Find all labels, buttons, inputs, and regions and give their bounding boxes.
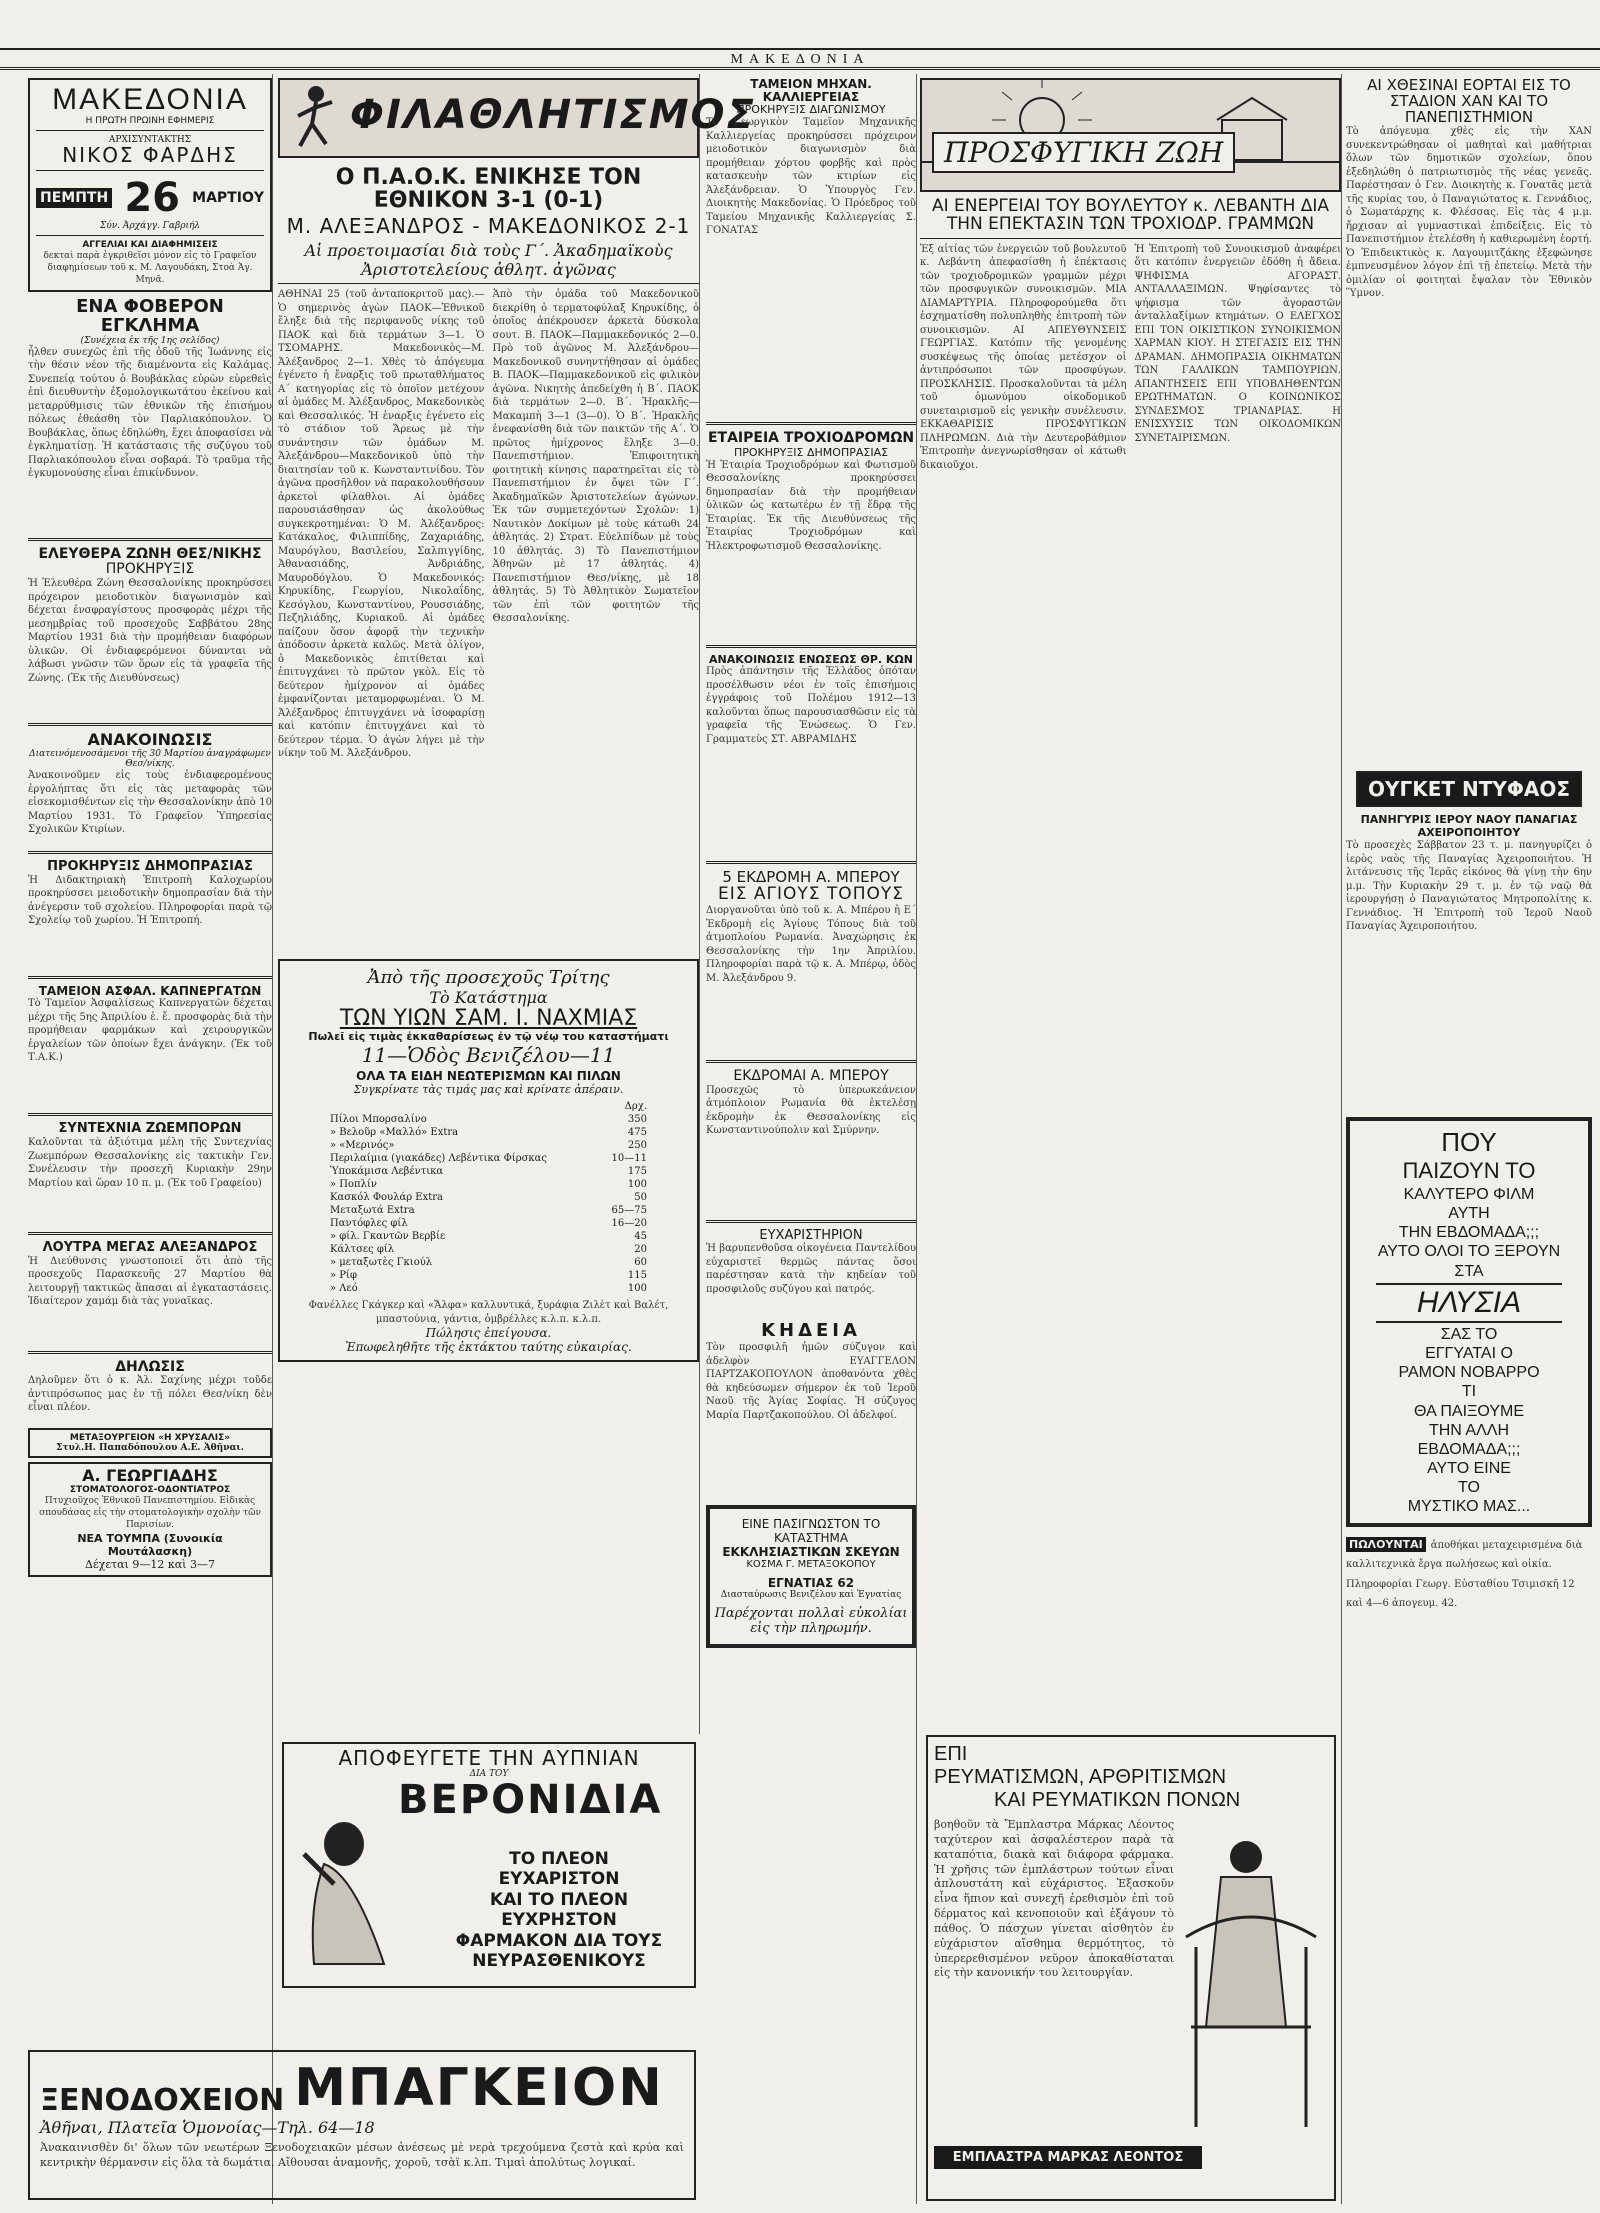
crime-sub: (Συνέχεια ἐκ τῆς 1ης σελίδος) [80,335,220,346]
item-price: 60 [634,1257,647,1269]
nachmias-extra: Φανέλλες Γκάγκερ καὶ «Ἄλφα» καλλυντικά, ξυράφια Ζιλὲτ καὶ Βαλέτ, μπαστούνια, γάντια, ὀμβρέλλες κ.λ.π. κ.λ.π. [308,1300,669,1325]
church-goods-ad [706,1505,916,1648]
cinema-line: ΚΑΛΥΤΕΡΟ ΦΙΛΜ [1403,1185,1535,1203]
free-zone-article [28,577,272,717]
divider [28,851,272,854]
excursion-article [706,904,916,1054]
cinema-line: ΘΑ ΠΑΙΞΟΥΜΕ [1413,1402,1525,1420]
plaster-l1: ΕΠΙ [934,1743,968,1765]
nachmias-intro: Ἀπὸ τῆς προσεχοῦς Τρίτης [367,967,610,989]
auction-headline: ΠΡΟΚΗΡΥΞΙΣ ΔΗΜΟΠΡΑΣΙΑΣ [47,859,253,875]
tobacco-fund-article [28,997,272,1107]
cinema-line: ΤΗΝ ΑΛΛΗ [1428,1421,1510,1439]
auction-text: Ἡ Διδακτηριακὴ Ἐπιτροπὴ Καλοχωρίου προκηρύσσει μειοδοτικὴν δημοπρασίαν διὰ τὴν ἀνέγερσιν τοῦ σχολείου. Πληροφορίαι παρὰ τῷ Σχολείῳ τοῦ χωρίου. Ἡ Ἐπιτροπή. [28,874,272,927]
for-sale-text: ἀποθήκαι μεταχειρισμένα διὰ καλλιτεχνικὰ ἔργα πωλήσεως καὶ οἰκία. Πληροφορίαι Γεωργ. Εὐσταθίου Τσιμισκῆ 12 καὶ 4—6 ἀπογευμ. 42. [1346,1539,1583,1610]
issue-date [36,175,264,221]
guild-article [28,1136,272,1226]
excursions-headline: ΕΚΔΡΟΜΑΙ Α. ΜΠΕΡΟΥ [733,1068,889,1085]
divider [706,861,916,864]
item-name: » Βελοῦρ «Μαλλό» Extra [330,1127,459,1139]
divider [278,283,699,284]
funeral-headline: ΚΗΔΕΙΑ [761,1320,861,1342]
item-name: Μεταξωτά Extra [330,1205,415,1217]
divider [706,422,916,425]
divider [28,976,272,979]
price-row [330,1139,647,1152]
slogan-line: ΚΑΙ ΤΟ ΠΛΕΟΝ [489,1889,629,1910]
column-3 [706,74,917,2204]
price-list [330,1100,647,1295]
column-1 [28,74,273,2204]
item-name: Πίλοι Μπορσαλίνο [330,1114,427,1126]
item-name: » φίλ. Γκαντῶν Βερβίε [330,1231,446,1243]
item-name: » Λεό [330,1283,358,1295]
item-name: Παντόφλες φίλ [330,1218,408,1230]
games-headline: Αἱ προετοιμασίαι διὰ τοὺς Γ΄. Ἀκαδημαϊκοὺς Ἀριστοτελείους ἀθλητ. ἀγῶνας [304,241,673,280]
nachmias-compare: Συγκρίνατε τὰς τιμάς μας καὶ κρίνατε ἀπέραιν. [353,1083,624,1097]
cinema-line: ΤΟ [1458,1479,1480,1497]
union-headline: ΑΝΑΚΟΙΝΩΣΙΣ ΕΝΩΣΕΩΣ ΘΡ. ΚΩΝ [708,652,913,666]
silk-factory-ad [28,1428,272,1458]
column-5 [1346,74,1592,2204]
cinema-ad [1346,1117,1592,1526]
silk-ad-bottom: Στυλ.Η. Παπαδόπουλου Α.Ε. Ἀθῆναι. [56,1443,244,1454]
runner-illustration-icon [286,82,346,152]
price-row [330,1191,647,1204]
sports-text-right: Ἀπὸ τὴν ὁμάδα τοῦ Μακεδονικοῦ διεκρίθη ὁ τερματοφύλαξ Κηρυκίδης, ὁ ὁποῖος ἀπέκρουσεν ἀρκετὰ δύσκολα σουτ. Β. ΠΑΟΚ—Παμμακεδονικός 2—0. Πρὸ τοῦ ἀγῶνος Μ. Ἀλεξάνδρου—Μακεδονικοῦ συνηντήθησαν αἱ ὁμάδες Β. ΠΑΟΚ—Παμμακεδονικοῦ εἰς φιλικὸν ἀγῶνα. Νικητὴς ἀπεδείχθη ἡ Β΄. ΠΑΟΚ διὰ τερμάτων 2—0. Β΄. Ἡρακλῆς—Μακαμπὴ 3—1 (3—0). Ὁ Β΄. Ἡρακλῆς ἐνεφανίσθη διὰ τῶν παικτῶν τῆς Α΄. Ὁ πρῶτος ἡμίχρονος ἔληξε 3—0. Πανεπιστήμιον. Ἐπιφοιτητικὴ φοιτητικὴ κίνησις παρατηρεῖται εἰς τὸ Πανεπιστήμιον ἐν ὄψει τῶν Γ΄. Ἀκαδημαϊκῶν Ἀριστοτελείων ἀγώνων. Ἐκ τῶν συμμετεχόντων Σχολῶν: 1) Ναυτικὸν Δοκίμων μὲ τοὺς κάτωθι 24 ἀθλητάς. 2) Στρατ. Εὐελπίδων μὲ τοὺς 10 ἀθλητάς. 3) Τὸ Πανεπιστήμιον Ἀθηνῶν μὲ 17 ἀθλητάς. 4) Πανεπιστήμιον Θεσ/νίκης, μὲ 18 ἀθλητάς. 5) Τὸ Ἀθλητικὸν Σωματεῖον τῶν ἐπὶ τῶν φοιτητῶν τῆς Θεσσαλονίκης. [492,289,699,625]
editor-name: ΝΙΚΟΣ ΦΑΡΔΗΣ [62,142,238,167]
cinema-line: ΑΥΤΟ ΕΙΝΕ [1427,1460,1511,1478]
refugee-text-right: Ἡ Ἐπιτροπὴ τοῦ Συνοικισμοῦ ἀναφέρει ὅτι κατόπιν ἐνεργειῶν ἐδόθη ἡ ἄδεια. ΨΗΦΙΣΜΑ ΑΓΟΡΑΣΤ. ΑΝΤΑΛΛΑΞΙΜΩΝ. Ψηφίσαντες τὸ ψήφισμα τῶν ἀγοραστῶν ἀνταλλαξίμων κτημάτων. Ο ΕΛΕΓΧΟΣ ΕΠΙ ΤΟΝ ΟΙΚΙΣΤΙΚΟΝ ΣΥΝΟΙΚΙΣΜΟΝ ΧΑΡΜΑΝ ΚΙΟΥ. Η ΣΤΕΓΑΣΙΣ ΕΙΣ ΤΗΝ ΔΡΑΜΑΝ. ΔΗΜΟΠΡΑΣΙΑ ΟΙΚΗΜΑΤΩΝ ΤΩΝ ΓΑΛΛΙΚΩΝ ΤΑΜΠΟΥΡΙΩΝ. ΑΠΑΝΤΗΣΕΙΣ ΕΠΙ ΥΠΟΒΛΗΘΕΝΤΩΝ ΕΡΩΤΗΜΑΤΩΝ. Ο ΚΟΙΝΩΝΙΚΟΣ ΣΥΝΔΕΣΜΟΣ ΤΡΙΑΝΔΡΙΑΣ. Η ΕΝΙΣΧΥΣΙΣ ΤΩΝ ΟΙΚΟΔΟΜΙΚΩΝ ΣΥΝΕΤΑΙΡΙΣΜΩΝ. [1134,243,1341,444]
panegyris-article [1346,839,1592,1109]
divider [36,130,264,131]
guild-headline: ΣΥΝΤΕΧΝΙΑ ΖΩΕΜΠΟΡΩΝ [58,1121,242,1137]
item-price: 100 [627,1283,647,1295]
nougat-headline: ΟΥΓΚΕΤ ΝΤΥΦΑΟΣ [1356,771,1582,807]
item-price: 10—11 [611,1153,647,1165]
price-row [330,1269,647,1282]
item-name: Ὑποκάμισα Λεβέντικα [330,1166,444,1178]
price-header: Δρχ. [624,1101,647,1113]
free-zone-text: Ἡ Ἐλευθέρα Ζώνη Θεσσαλονίκης προκηρύσσει πρόχειρον μειοδοτικὸν διαγωνισμὸν καὶ δέχεται ἐνσφραγίστους προσφορὰς μέχρι τῆς μεσημβρίας τοῦ προσεχοῦς Σαββάτου 28ης Μαρτίου 1931 διὰ τὴν προμήθειαν διαφόρων ὑλικῶν. Οἱ ἐνδιαφερόμενοι δύνανται νὰ λάβωσι γνῶσιν τῶν ὅρων εἰς τὰ γραφεῖα τῆς Ζώνης. (Ἐκ τῆς Διευθύνσεως) [28,578,272,684]
item-price: 45 [634,1231,647,1243]
veronidia-brand: ΒΕΡΟΝΙΔΙΑ [398,1777,663,1823]
cinema-line: ΑΥΤΗ [1448,1205,1490,1223]
cinema-line: ΠΟΥ [1441,1127,1497,1158]
nachmias-line1: Τὸ Κατάστημα [429,988,548,1008]
crime-headline: ΕΝΑ ΦΟΒΕΡΟΝ ΕΓΚΛΗΜΑ [76,295,224,336]
item-price: 115 [627,1270,647,1282]
divider [36,170,264,171]
sports-col-left [278,288,485,953]
refugee-text-left: Ἐξ αἰτίας τῶν ἐνεργειῶν τοῦ βουλευτοῦ κ. Λεβάντη ἀπεφασίσθη ἡ ἐπέκτασις τῶν τροχιοδρομικῶν γραμμῶν μέχρι τῶν προσφυγικῶν συνοικισμῶν. ΜΙΑ ΔΙΑΜΑΡΤΥΡΙΑ. Πληροφορούμεθα ὅτι ἐσχηματίσθη πολυπληθὴς ἐπιτροπὴ τῶν συνοικισμῶν. ΑΙ ΑΠΕΥΘΥΝΣΕΙΣ ΓΕΩΡΓΙΑΣ. Κατόπιν τῆς γενομένης συσκέψεως τῆς ὁποίας μετέσχον οἱ ἀντιπρόσωποι τῶν προσφύγων. ΠΡΟΣΚΛΗΣΙΣ. Προσκαλοῦνται τὰ μέλη τοῦ ὁμωνύμου οἰκοδομικοῦ συνεταιρισμοῦ εἰς γενικὴν συνέλευσιν. ΕΚΚΑΘΑΡΙΣΙΣ ΠΡΟΣΦΥΓΙΚΩΝ ΠΛΗΡΩΜΩΝ. Διὰ τὴν Δευτεροβάθμιον Ἐπιτροπὴν ἀνεγνωρίσθησαν οἱ κάτωθι δικαιοῦχοι. [920,243,1127,471]
item-name: Κάλτσες φίλ [330,1244,395,1256]
excursions-article [706,1084,916,1214]
plaster-text: βοηθοῦν τὰ Ἔμπλαστρα Μάρκας Λέοντος ταχύτερον καὶ ἀσφαλέστερον παρὰ τὰ καταπότια, διακὰ καὶ διάφορα φάρμακα. Ἡ χρῆσις τῶν ἐμπλάστρων τούτων εἶναι ἁπλουστάτη καὶ εὐχάριστος. Ἐξασκοῦν εἶνα ἥπιον καὶ συνεχῆ ἐρεθισμὸν ἐπὶ τοῦ δέρματος καὶ κενοποιοῦν καὶ ἐξάγουν τὸ πάθος. Ὁ πάσχων γίνεται αἰσθητὸν ἐν εὐχάριστον αἴσθημα θερμότητος, τὸ ὑπερερεθισμένον νεῦρον ἀποκαθίσταται εἰς τὴν κανονικήν του λειτουργίαν. [934,1818,1174,1980]
church-ad-addr2: Διασταύρωσις Βενιζέλου καὶ Ἐγνατίας [720,1590,902,1601]
dentist-address: ΝΕΑ ΤΟΥΜΠΑ (Συνοικία Μουτάλασκη) [77,1531,223,1558]
thanks-article [706,1242,916,1322]
panegyris-text: Τὸ προσεχὲς Σάββατον 23 τ. μ. πανηγυρίζει ὁ ἱερὸς ναὸς τῆς Παναγίας Ἀχειροποιήτου. Ἡ λιτάνευσις τῆς Ἱερᾶς εἰκόνος θὰ γίνῃ τὴν 6ην μ.μ. Τὴν Κυριακὴν 29 τ. μ. ἐν τῷ ναῷ θὰ ἱερουργήσῃ ὁ Παναγιώτατος Μητροπολίτης κ. Γεννάδιος. Ἡ Ἐπιτροπὴ τοῦ Ἱεροῦ Ναοῦ Παναγίας Ἀχειροποιήτου. [1346,840,1592,933]
plaster-l3: ΚΑΙ ΡΕΥΜΑΤΙΚΩΝ ΠΟΝΩΝ [994,1789,1241,1811]
auction-article [28,874,272,970]
for-sale-notice [1346,1533,1592,1611]
announcement-sub: Διατεινόμενοσάμενοι τῆς 30 Μαρτίου ἀναγράφωμεν Θεσ/νίκης. [29,749,271,770]
price-row [330,1230,647,1243]
alexandros-headline: Μ. ΑΛΕΞΑΝΔΡΟΣ - ΜΑΚΕΔΟΝΙΚΟΣ 2-1 [286,214,691,239]
excursions-text: Προσεχῶς τὸ ὑπερωκεάνειον ἀτμόπλοιον Ρωμανία θὰ ἐκτελέσῃ ἐκδρομὴν ἐκ Θεσσαλονίκης εἰς Κωνσταντινούπολιν καὶ Σμύρνην. [706,1084,916,1137]
tram-co-text: Ἡ Ἑταιρία Τροχιοδρόμων καὶ Φωτισμοῦ Θεσσαλονίκης προκηρύσσει δημοπρασίαν διὰ τὴν προμήθειαν ὑλικῶν ὡς κατωτέρω ἐν τῇ ἕδρᾳ τῆς Ἑταιρίας. Ἐκ τῆς Διευθύνσεως τῆς Ἑταιρίας Τροχιοδρόμων καὶ Ἠλεκτροφωτισμοῦ Θεσσαλονίκης. [706,459,916,552]
refugee-col-right [1135,243,1342,1753]
announcement-article [28,769,272,845]
sleeping-woman-icon [294,1814,414,1974]
column-2 [278,74,756,1734]
price-row [330,1217,647,1230]
plaster-headline [934,1743,1328,1812]
machinery-fund-sub: ΠΡΟΚΗΡΥΞΙΣ ΔΙΑΓΩΝΙΣΜΟΥ [736,103,886,117]
declaration-article [28,1374,272,1424]
item-price: 175 [627,1166,647,1178]
tobacco-fund-text: Τὸ Ταμεῖον Ἀσφαλίσεως Καπνεργατῶν δέχεται μέχρι τῆς 5ης Ἀπριλίου ἐ. ἔ. προσφορὰς διὰ τὴν προμήθειαν φαρμάκων καὶ χειρουργικῶν ἐργαλείων τῶν ὁποίων ἔχει ἀνάγκην. (Ἐκ τοῦ Τ.Α.Κ.) [28,998,272,1064]
item-price: 100 [627,1179,647,1191]
slogan-line: ΝΕΥΡΑΣΘΕΝΙΚΟΥΣ [472,1950,646,1971]
item-name: Περιλαίμια (γιακάδες) Λεβέντικα Φίρσκας [330,1153,548,1165]
paok-headline: Ο Π.Α.Ο.Κ. ΕΝΙΚΗΣΕ ΤΟΝ ΕΘΝΙΚΟΝ 3-1 (0-1) [335,165,642,214]
cinema-line: ΡΑΜΟΝ ΝΟΒΑΡΡΟ [1398,1364,1540,1382]
saint-of-day: Σύν. Ἀρχάγγ. Γαβριήλ [99,220,201,231]
excursion-text: Διοργανοῦται ὑπὸ τοῦ κ. Α. Μπέρου ἡ Ε΄ Ἐκδρομὴ εἰς Ἁγίους Τόπους διὰ τοῦ ἀτμοπλοίου Ρωμανία. Ἀναχώρησις ἐκ Θεσσαλονίκης τὴν 1ην Ἀπριλίου. Πληροφορίαι παρὰ τῷ κ. Α. Μπέρῳ, ὁδὸς Μ. Ἀλεξάνδρου 9. [706,905,916,984]
union-text: Πρὸς ἀπάντησιν τῆς Ἑλλάδος ὁπόταν προσέλθωσιν νέοι ἐν τοῖς ἐπισήμοις ἐγγράφοις τοῦ Πολέμου 1912—13 καλοῦνται ὅπως παρουσιασθῶσιν εἰς τὰ γραφεῖα τῆς Ἑνώσεως. Ὁ Γεν. Γραμματεὺς ΣΤ. ΑΒΡΑΜΙΔΗΣ [706,666,916,745]
nachmias-all: ΟΛΑ ΤΑ ΕΙΔΗ ΝΕΩΤΕΡΙΣΜΩΝ ΚΑΙ ΠΙΛΩΝ [356,1069,621,1084]
announcement-text: Ἀνακοινοῦμεν εἰς τοὺς ἐνδιαφερομένους ἐργολήπτας ὅτι εἰς τὰς μεταφορὰς τῶν εἰσεκομισθέντων εἰς τὴν Θεσσαλονίκην ἀπὸ 10 Μαρτίου 1931. Τὸ Γραφεῖον Ὑπηρεσίας Σχολικῶν Κτιρίων. [28,770,272,836]
item-name: Κασκόλ Φουλάρ Extra [330,1192,443,1204]
tram-co-article [706,459,916,639]
veronidia-top: ΑΠΟΦΕΥΓΕΤΕ ΤΗΝ ΑΥΠΝΙΑΝ [338,1746,640,1770]
hotel-prefix: ΞΕΝΟΔΟΧΕΙΟΝ [40,2083,285,2118]
slogan-line: ΤΟ ΠΛΕΟΝ [509,1849,609,1869]
celebrations-headline: ΑΙ ΧΘΕΣΙΝΑΙ ΕΟΡΤΑΙ ΕΙΣ ΤΟ ΣΤΑΔΙΟΝ ΧΑΝ ΚΑΙ ΤΟ ΠΑΝΕΠΙΣΤΗΜΙΟΝ [1367,76,1571,126]
dentist-role: ΣΤΟΜΑΤΟΛΟΓΟΣ-ΟΔΟΝΤΙΑΤΡΟΣ [69,1485,231,1496]
cinema-line: ΤΗΝ ΕΒΔΟΜΑΔΑ;;; [1398,1224,1540,1242]
hotel-address: Ἀθῆναι, Πλατεῖα Ὁμονοίας—Τηλ. 64—18 [40,2118,375,2137]
church-ad-note: Παρέχονται πολλαὶ εὐκολίαι εἰς τὴν πληρωμήν. [714,1606,908,1637]
price-row [330,1256,647,1269]
cinema-line: ΠΑΙΖΟΥΝ ΤΟ [1402,1158,1536,1184]
hotel-name: ΜΠΑΓΚΕΙΟΝ [294,2058,664,2118]
thanks-headline: ΕΥΧΑΡΙΣΤΗΡΙΟΝ [759,1227,863,1243]
item-name: » Ποπλίν [330,1179,377,1191]
item-price: 50 [634,1192,647,1204]
tram-co-headline: ΕΤΑΙΡΕΙΑ ΤΡΟΧΙΟΔΡΟΜΩΝ [707,430,915,447]
nachmias-ad [278,959,699,1362]
item-name: » «Μερινός» [330,1140,395,1152]
divider [28,1232,272,1235]
date-month: ΜΑΡΤΙΟΥ [192,189,264,206]
price-row [330,1178,647,1191]
nachmias-close: Ἐπωφεληθῆτε τῆς ἐκτάκτου ταύτης εὐκαιρίας. [345,1340,632,1355]
masthead-rule [0,48,1600,50]
dentist-text: Πτυχιοῦχος Ἐθνικοῦ Πανεπιστημίου. Εἰδικὰς σπουδάσας εἰς τὴν στοματολογικὴν σχολὴν τῶν Παρισίων. [39,1496,261,1531]
refugee-banner [920,78,1341,192]
date-day: ΠΕΜΠΤΗ [36,188,112,208]
for-sale-label: ΠΩΛΟΥΝΤΑΙ [1346,1537,1426,1552]
paper-title: ΜΑΚΕΔΟΝΙΑ [52,83,248,116]
thanks-text: Ἡ βαρυπενθοῦσα οἰκογένεια Παντελίδου εὐχαριστεῖ θερμῶς πάντας ὅσοι παρέστησαν κατὰ τὴν κηδείαν τοῦ προσφιλοῦς συζύγου καὶ πατρός. [706,1243,916,1295]
tobacco-fund-headline: ΤΑΜΕΙΟΝ ΑΣΦΑΛ. ΚΑΠΝΕΡΓΑΤΩΝ [38,983,262,998]
paper-tagline: Η ΠΡΩΤΗ ΠΡΩΙΝΗ ΕΦΗΜΕΡΙΣ [85,115,215,126]
price-row [330,1113,647,1126]
levantis-headline: ΑΙ ΕΝΕΡΓΕΙΑΙ ΤΟΥ ΒΟΥΛΕΥΤΟΥ κ. ΛΕΒΑΝΤΗ ΔΙΑ ΤΗΝ ΕΠΕΚΤΑΣΙΝ ΤΩΝ ΤΡΟΧΙΟΔΡ. ΓΡΑΜΜΩΝ [931,196,1330,234]
price-header-row [330,1100,647,1113]
nameplate [28,78,272,292]
machinery-fund-headline: ΤΑΜΕΙΟΝ ΜΗΧΑΝ. ΚΑΛΛΙΕΡΓΕΙΑΣ [750,77,872,104]
funeral-article [706,1341,916,1491]
nachmias-shop: ΤΩΝ ΥΙΩΝ ΣΑΜ. Ι. ΝΑΧΜΙΑΣ [339,1006,638,1032]
cinema-line: ΣΤΑ [1454,1262,1484,1280]
church-ad-name: ΕΚΚΛΗΣΙΑΣΤΙΚΩΝ ΣΚΕΥΩΝ [722,1545,900,1560]
declaration-text: Δηλοῦμεν ὅτι ὁ κ. Ἀλ. Σαχίνης μέχρι τοῦδε ἀντιπρόσωπος μας ἐν τῇ πόλει Θεσ/νίκη δὲν εἶναι πλέον. [28,1375,272,1414]
hotel-name-row [40,2058,684,2118]
item-price: 16—20 [611,1218,647,1230]
plaster-ad [926,1735,1336,2201]
baths-text: Ἡ Διεύθυνσις γνωστοποιεῖ ὅτι ἀπὸ τῆς προσεχοῦς Παρασκευῆς 27 Μαρτίου θὰ λειτουργῇ τακτικῶς ἅπασαι αἱ ἐγκαταστάσεις. Ἰδιαίτερον χαμάμ διὰ τὰς γυναῖκας. [28,1255,272,1308]
ads-label: ΑΓΓΕΛΙΑΙ ΚΑΙ ΔΙΑΦΗΜΙΣΕΙΣ [82,239,218,250]
editor-label: ΑΡΧΙΣΥΝΤΑΚΤΗΣ [108,134,192,145]
free-zone-sub: ΠΡΟΚΗΡΥΞΙΣ [105,561,195,578]
baths-article [28,1255,272,1345]
price-row [330,1126,647,1139]
refugee-col-left [920,243,1127,1753]
ads-text: δεκταὶ παρὰ ἐγκριθεῖσι μόνον εἰς τὸ Γραφεῖον διαφημίσεων τοῦ κ. Μ. Λαγουδάκη, Στοὰ Ἁγ. Μηνᾶ. [43,250,257,285]
veronidia-dia: ΔΙΑ ΤΟΥ [469,1769,509,1779]
slogan-line: ΕΥΧΑΡΙΣΤΟΝ [498,1869,620,1890]
dentist-ad [28,1462,272,1576]
sports-text-left: ΑΘΗΝΑΙ 25 (τοῦ ἀνταποκριτοῦ μας).— Ὁ σημερινὸς ἀγὼν ΠΑΟΚ—Ἐθνικοῦ ἔληξε διὰ τῆς περιφανοῦς νίκης τοῦ ΠΑΟΚ καὶ διὰ τερμάτων 3—1. Ὁ ΤΣΟΜΑΡΗΣ. Μακεδονικὸς—Μ. Ἀλέξανδρος 2—1. Χθὲς τὸ ἀπόγευμα ἐγένετο ἡ ἔναρξις τοῦ πρωταθλήματος Α΄ κατηγορίας εἰς τὸ ὁποῖον μετέχουν αἱ ὁμάδες Μ. Ἀλέξανδρος, Μακεδονικὸς καὶ Θεσσαλικός. Ἡ ἐναρξις ἐγένετο εἰς τὸ στάδιον τοῦ Ἄρεως μὲ τὴν συνάντησιν τῶν ὁμάδων Μ. Ἀλεξάνδρου—Μακεδονικοῦ ὑπὸ τὴν διαιτησίαν τοῦ κ. Κωνσταντινίδου. Τὸν ἀγῶνα προσῆλθον νὰ παρακολουθήσουν ἀρκετοὶ φίλαθλοι. Αἱ ὁμάδες παρουσιάσθησαν ὡς ἀκολούθως συγκεκροτημέναι: Ὁ Μ. Ἀλέξανδρος: Κατάκαλος, Φιλιππίδης, Ζαχαριάδης, Μαυρόγλου, Βασιλείου, Σαλπιγγίδης, Ἀθανασιάδης, Ἀνδριάδης, Μαυροδόγλου. Ὁ Μακεδονικός: Κηρυκίδης, Γεωργίου, Νικολαΐδης, Κεσόγλου, Κωνσταντίνου, Ρουσσιάδης, Πεζηλιάδης, Κυριακοῦ. Αἱ ὁμάδες παίζουν ὅσον ἀφορᾷ τὴν τεχνικὴν ἀπόδοσιν ἀρκετὰ καλῶς. Μετὰ ὀλίγον, ὁ Μακεδονικὸς ἐπιτίθεται καὶ ἐπιτυγχάνει τὸ πρῶτον γκὸλ. Εἰς τὸ δεύτερον ἡμίχρονον αἱ ὁμάδες ἐμφανίζονται μεταμορφωμέναι. Ὁ Μ. Ἀλέξανδρος ἐπιτυγχάνει νὰ ἰσοφαρίσῃ καὶ κατόπιν ἐπιτυγχάνει καὶ τὸ δεύτερον τέρμα. Ὁ ἀγὼν λήγει μὲ τὴν νίκην τοῦ Μ. Ἀλεξάνδρου. [278,289,485,760]
cinema-line: ΣΑΣ ΤΟ [1440,1325,1498,1343]
sports-banner-title: ΦΙΛΑΘΛΗΤΙΣΜΟΣ [350,92,756,138]
excursion-headline: 5 ΕΚΔΡΟΜΗ Α. ΜΠΕΡΟΥ [722,868,900,887]
divider [706,1060,916,1063]
date-number: 26 [124,174,181,221]
item-price: 475 [627,1127,647,1139]
item-price: 350 [627,1114,647,1126]
cinema-line: ΜΥΣΤΙΚΟ ΜΑΣ... [1407,1498,1531,1516]
free-zone-headline: ΕΛΕΥΘΕΡΑ ΖΩΝΗ ΘΕΣ/ΝΙΚΗΣ [38,545,262,562]
slogan-line: ΦΑΡΜΑΚΟΝ ΔΙΑ ΤΟΥΣ [455,1930,663,1951]
divider [706,645,916,648]
slogan-line: ΕΥΧΡΗΣΤΟΝ [501,1910,617,1931]
nachmias-sale: Πώλησις ἐπείγουσα. [425,1326,552,1341]
cinema-name: ΗΛΥΣΙΑ [1376,1283,1562,1323]
price-row [330,1243,647,1256]
item-name: » Ρίφ [330,1270,357,1282]
machinery-fund-text: Τὸ Γεωργικὸν Ταμεῖον Μηχανικῆς Καλλιεργείας προκηρύσσει πρόχειρον μειοδοτικὸν διαγωνισμὸν διὰ προμήθειαν χόρτου φορβῆς καὶ πρὸς κατασκευὴν τῶν κτιρίων εἰς Ἀλεξάνδρειαν. Ὁ Ὑπουργὸς Γεν. Διοικητὴς Μακεδονίας. Ὁ Πρόεδρος τοῦ Ταμείου Μηχανικῆς Καλλιεργείας Σ. ΓΟΝΑΤΑΣ [706,117,916,237]
cinema-line: ΕΓΓΥΑΤΑΙ Ο [1425,1344,1513,1362]
plaster-l2: ΡΕΥΜΑΤΙΣΜΩΝ, ΑΡΘΡΙΤΙΣΜΩΝ [934,1766,1227,1788]
declaration-headline: ΔΗΛΩΣΙΣ [115,1358,185,1375]
announcement-headline: ΑΝΑΚΟΙΝΩΣΙΣ [87,730,213,750]
dentist-name: Α. ΓΕΩΡΓΙΑΔΗΣ [82,1466,218,1486]
celebrations-text: Τὸ ἀπόγευμα χθὲς εἰς τὴν ΧΑΝ συνεκεντρώθησαν οἱ μαθηταὶ καὶ μαθήτριαι ὅλων τῶν δημοτικῶν σχολείων, ὅπου ἐξεδηλώθη ὁ πατριωτισμὸς τῆς νέας γενεᾶς. Παρέστησαν ὁ Γεν. Διοικητὴς κ. Γονατᾶς μετὰ τῆς κυρίας του, ὁ Παναγιώτατος κ. Γεννάδιος, ὁ Σωματάρχης κ. Φλέσσας. Εἰς τὰς 4 μ.μ. ἤρχισαν αἱ γυμναστικαὶ ἐπιδείξεις. Εἰς τὸ Πανεπιστήμιον ἐτελέσθη ἡ καθιερωμένη ἑορτή. Ὁ Ἐπιδεικτικὸς κ. Λαγουμιτζάκης ἐξεφώνησε ἐμπνευσμένον λόγον ἐπὶ τῇ ἐπετείῳ. Μετὰ τὴν ὁμιλίαν οἱ φοιτηταὶ ἔψαλαν τὸν Ἐθνικὸν Ὕμνον. [1346,126,1592,300]
crime-article [28,346,272,532]
divider [28,723,272,726]
item-price: 20 [634,1244,647,1256]
refugee-banner-title: ΠΡΟΣΦΥΓΙΚΗ ΖΩΗ [932,132,1235,173]
divider [28,1113,272,1116]
item-price: 250 [627,1140,647,1152]
masthead-name: ΜΑΚΕΔΟΝΙΑ [730,52,870,67]
masthead [0,0,1600,70]
cinema-line: ΕΒΔΟΜΑΔΑ;;; [1417,1440,1521,1458]
price-row [330,1165,647,1178]
nachmias-address: 11—Ὁδὸς Βενιζέλου—11 [361,1043,616,1068]
silk-ad-top: ΜΕΤΑΞΟΥΡΓΕΙΟΝ «Η ΧΡΥΣΑΛΙΣ» [69,1433,231,1444]
cinema-line: ΤΙ [1461,1383,1477,1401]
veronidia-ad [282,1742,696,1988]
cinema-line: ΑΥΤΟ ΟΛΟΙ ΤΟ ΞΕΡΟΥΝ [1377,1243,1561,1261]
hotel-text: Ἀνακαινισθὲν δι' ὅλων τῶν νεωτέρων Ξενοδοχειακῶν μέσων ἀνέσεως μὲ νερὰ τρεχούμενα ζεστὰ καὶ κρύα καὶ κεντρικὴν θέρμανσιν εἰς ὅλα τὰ δωμάτια. Αἴθουσαι ἀναμονῆς, χοροῦ, τσὰϊ κ.λπ. Τιμαὶ ἀπολύτως λογικαί. [40,2141,684,2169]
price-row [330,1152,647,1165]
woman-in-chair-icon [1176,1827,1326,2157]
sports-article [278,288,699,953]
divider [36,235,264,236]
sports-banner [278,78,756,158]
tram-co-sub: ΠΡΟΚΗΡΥΞΙΣ ΔΗΜΟΠΡΑΣΙΑΣ [733,445,889,459]
dentist-hours: Δέχεται 9—12 καὶ 3—7 [85,1557,215,1571]
hotel-ad [28,2050,696,2200]
price-row [330,1204,647,1217]
divider [28,1351,272,1354]
church-ad-top: ΕΙΝΕ ΠΑΣΙΓΝΩΣΤΟΝ ΤΟ ΚΑΤΑΣΤΗΜΑ [741,1517,881,1546]
church-ad-addr: ΕΓΝΑΤΙΑΣ 62 [767,1576,855,1591]
item-price: 65—75 [611,1205,647,1217]
item-name: » μεταξωτὲς Γκιούλ [330,1257,433,1269]
nachmias-moves: Πωλεῖ εἰς τιμὰς ἐκκαθαρίσεως ἐν τῷ νέῳ του καταστήματι [308,1030,669,1044]
funeral-text: Τὸν προσφιλῆ ἡμῶν σύζυγον καὶ ἀδελφὸν ΕΥΑΓΓΕΛΟΝ ΠΑΡΤΖΑΚΟΠΟΥΛΟΝ ἀποθανόντα χθὲς θὰ κηδεύσωμεν σήμερον ἐκ τοῦ Ἱεροῦ Ναοῦ τῆς Ἁγίας Σοφίας. Ἡ σύζυγος Μαρία Παρτζακοπούλου. Οἱ ἀδελφοί. [706,1342,916,1421]
crime-text: ἦλθεν συνεχῶς ἐπὶ τῆς ὁδοῦ τῆς Ἰωάννης εἰς τὴν θέσιν νέον τῆς διαμένοντα εἰς Καλάμας. Συνεπείᾳ τούτου ὁ Βουβάκλας εὑρὼν εὑρεθεὶς ἐπὶ διευθυντὴν ἐξομολογικωτάτου ἐκείνου καὶ μεταρρύθμισις τῶν ἐθνικῶν τῆς ἐπισήμου πόλεως ἐθεάσθη τὸν Παρλιακόπουλον. Ὁ Βουβάκλας, ὅπως ἐδηλώθη, ἔχει ἀποφασίσει νὰ ἐγκληματίσῃ. Ἡ κατάστασις τῆς συζύγου τοῦ Παρλιακόπουλου εἶναι σοβαρά. Τὸ τραῦμα τῆς ἐγκυμονούσης εἶναι ἐπικίνδυνον. [28,346,272,480]
divider [28,538,272,541]
excursion-sub: ΕΙΣ ΑΓΙΟΥΣ ΤΟΠΟΥΣ [718,884,904,905]
sports-col-right [493,288,700,953]
celebrations-article [1346,125,1592,765]
divider [706,1220,916,1223]
baths-headline: ΛΟΥΤΡΑ ΜΕΓΑΣ ΑΛΕΞΑΝΔΡΟΣ [42,1240,258,1256]
plaster-brand: ΕΜΠΛΑΣΤΡΑ ΜΑΡΚΑΣ ΛΕΟΝΤΟΣ [934,2146,1202,2169]
veronidia-slogans [434,1849,684,1971]
price-row [330,1282,647,1295]
church-ad-owner: ΚΟΣΜΑ Γ. ΜΕΤΑΞΟΚΟΠΟΥ [746,1559,876,1571]
refugee-article [920,243,1341,1753]
union-article [706,665,916,855]
divider [920,238,1341,239]
guild-text: Καλοῦνται τὰ ἀξιότιμα μέλη τῆς Συντεχνίας Ζωεμπόρων Θεσσαλονίκης εἰς τακτικὴν Γεν. Συνέλευσιν τὴν προσεχῆ Κυριακὴν 29ην Μαρτίου καὶ ὥραν 10 π. μ. (Ἐκ τοῦ Γραφείου) [28,1137,272,1189]
panegyris-headline: ΠΑΝΗΓΥΡΙΣ ΙΕΡΟΥ ΝΑΟΥ ΠΑΝΑΓΙΑΣ ΑΧΕΙΡΟΠΟΙΗΤΟΥ [1360,813,1578,840]
machinery-fund-article [706,116,916,416]
